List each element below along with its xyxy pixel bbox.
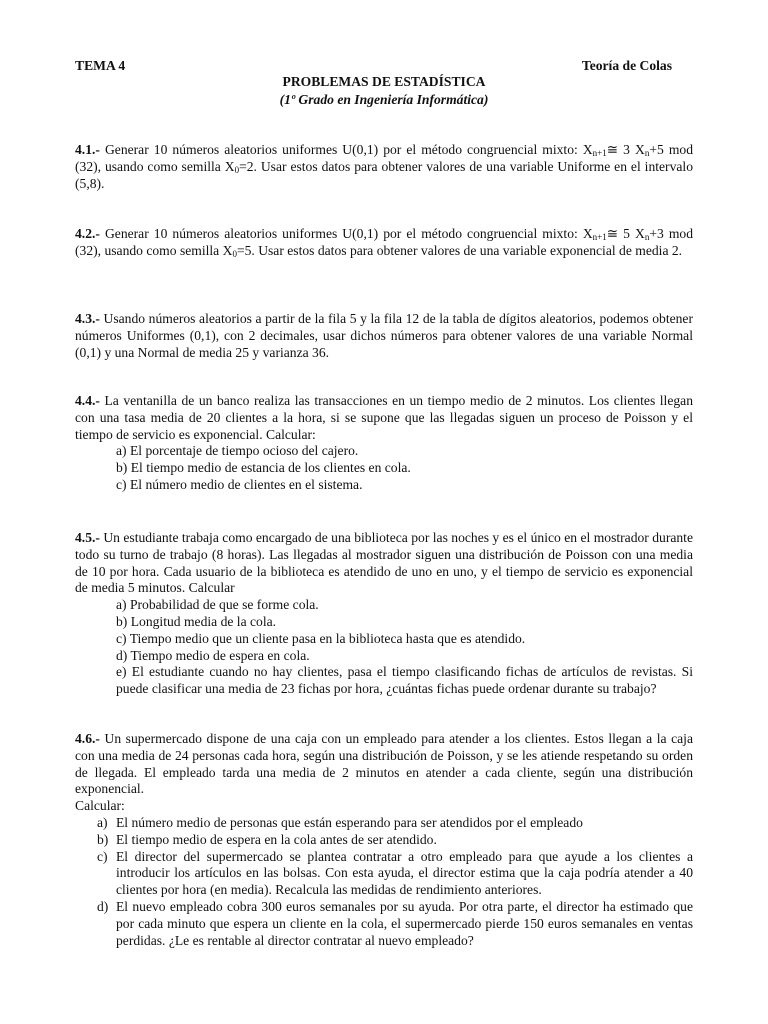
problem-4-3: [75, 311, 693, 361]
problem-4-5: [75, 530, 693, 698]
item-label: c): [97, 848, 108, 864]
subscript: n+1: [592, 232, 607, 242]
subject-label: Teoría de Colas: [581, 58, 672, 73]
item-text: El nuevo empleado cobra 300 euros semanales por su ayuda. Por otra parte, el director ha estimado que por cada minuto que espera un cliente en la cola, el supermercado pierde 150 euros semanales en ventas perdidas. ¿Le es rentable al director contratar al nuevo empleado?: [116, 898, 693, 948]
problem-number: 4.1.-: [75, 142, 100, 157]
item-text: El número medio de personas que están esperando para ser atendidos por el empleado: [116, 814, 583, 830]
problem-text: +5 mod (32), usando como semilla X: [75, 142, 693, 174]
question-list: [75, 443, 693, 493]
subscript: n: [644, 148, 650, 158]
problem-text: =2. Usar estos datos para obtener valores de una variable Uniforme en el intervalo (5,8).: [75, 158, 693, 191]
problem-4-4: [75, 393, 693, 494]
item-text: El director del supermercado se plantea contratar a otro empleado para que ayude a los clientes a introducir los artículos en las bolsas. Con esta ayuda, el director estima que la caja podría atender a 40 clientes por hora (en media). Recalcula las medidas de rendimiento anteriores.: [116, 848, 693, 898]
problem-number: 4.2.-: [75, 226, 100, 241]
list-item: b) Longitud media de la cola.: [116, 613, 277, 629]
subscript: n+1: [592, 148, 607, 158]
problem-4-2: [75, 226, 693, 260]
problem-text: Un estudiante trabaja como encargado de una biblioteca por las noches y es el único en el mostrador durante todo su turno de trabajo (8 horas). Las llegadas al mostrador siguen una distribución de Poisson con una media de 10 por hora. Cada usuario de la biblioteca es atendido de uno en uno, y el tiempo de servicio es exponencial de media 5 minutos. Calcular: [75, 530, 693, 596]
problem-text: Generar 10 números aleatorios uniformes U(0,1) por el método congruencial mixto: X: [99, 226, 593, 241]
list-item: c) El número medio de clientes en el sistema.: [116, 476, 363, 492]
item-label: d): [97, 898, 109, 914]
problem-number: 4.4.-: [75, 393, 100, 408]
list-item: d) Tiempo medio de espera en cola.: [116, 647, 310, 663]
problem-text: =5. Usar estos datos para obtener valores de una variable exponencial de media 2.: [236, 242, 683, 258]
question-list: [75, 815, 693, 949]
list-item: [75, 849, 693, 899]
question-list: [75, 597, 693, 698]
list-item: c) Tiempo medio que un cliente pasa en la biblioteca hasta que es atendido.: [116, 630, 526, 646]
problem-number: 4.5.-: [75, 530, 100, 545]
problem-4-6: [75, 731, 693, 949]
problem-number: 4.3.-: [75, 311, 100, 326]
topic-label: TEMA 4: [75, 58, 126, 73]
list-item: e) El estudiante cuando no hay clientes, pasa el tiempo clasificando fichas de artículos de revistas. Si puede clasificar una media de 23 fichas por hora, ¿cuántas fichas puede ordenar durante su trabajo?: [116, 664, 693, 697]
list-item: a) El porcentaje de tiempo ocioso del cajero.: [116, 443, 359, 459]
item-text: El tiempo medio de espera en la cola antes de ser atendido.: [116, 831, 437, 847]
problem-statement: [75, 731, 693, 798]
problem-text: +3 mod (32), usando como semilla X: [75, 226, 693, 258]
problem-text: La ventanilla de un banco realiza las transacciones en un tiempo medio de 2 minutos. Los clientes llegan con una tasa media de 20 clientes a la hora, si se supone que las llegadas siguen un proceso de Poisson y el tiempo de servicio es exponencial. Calcular:: [75, 393, 693, 442]
problem-statement: [75, 393, 693, 443]
list-item: [75, 832, 693, 849]
page-subtitle: (1º Grado en Ingeniería Informática): [279, 92, 489, 107]
item-label: b): [97, 831, 109, 847]
list-item: [75, 899, 693, 949]
list-item: b) El tiempo medio de estancia de los clientes en cola.: [116, 460, 411, 476]
problem-number: 4.6.-: [75, 731, 100, 746]
subscript: 0: [234, 164, 240, 175]
list-item: [75, 815, 693, 832]
subscript: 0: [232, 248, 237, 259]
problem-text: Generar 10 números aleatorios uniformes U(0,1) por el método congruencial mixto: X: [99, 142, 593, 157]
subscript: n: [644, 232, 650, 242]
item-label: a): [97, 814, 108, 830]
problem-text: Un supermercado dispone de una caja con un empleado para atender a los clientes. Estos llegan a la caja con una media de 24 personas cada hora, según una distribución de Poisson, y se les atiende respetando su orden de llegada. El empleado tarda una media de 2 minutos en atender a cada cliente, según una distribución exponencial.: [75, 731, 693, 797]
problem-text: ≅ 5 X: [606, 226, 645, 241]
page-title: PROBLEMAS DE ESTADÍSTICA: [282, 74, 486, 89]
problem-text: Usando números aleatorios a partir de la fila 5 y la fila 12 de la tabla de dígitos aleatorios, podemos obtener números Uniformes (0,1), con 2 decimales, usar dichos números para obtener valores de una variable Normal (0,1) y una Normal de media 25 y varianza 36.: [75, 311, 693, 360]
calculate-label: Calcular:: [75, 798, 125, 814]
problem-4-1: [75, 142, 693, 192]
problem-text: ≅ 3 X: [606, 142, 645, 157]
list-item: a) Probabilidad de que se forme cola.: [116, 597, 319, 613]
problem-statement: [75, 530, 693, 597]
